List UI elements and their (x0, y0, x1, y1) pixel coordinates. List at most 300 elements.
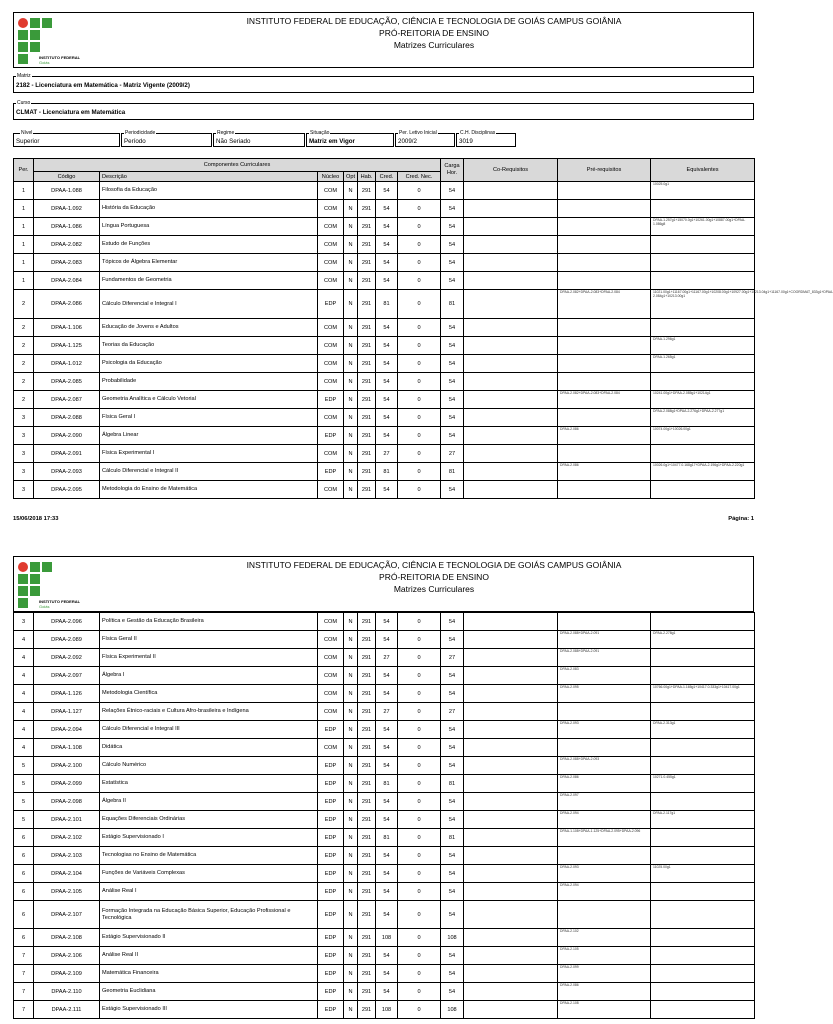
row-period: 7 (14, 983, 34, 1001)
row-equivalents: 10766.00g1+DPAA-1.165g1+10417.0.333g1+10417.00g1 (651, 685, 755, 703)
row-co-requisites (464, 929, 558, 947)
row-period: 3 (14, 463, 34, 481)
table-row (14, 685, 755, 703)
row-optional: N (344, 757, 358, 775)
row-workload: 54 (441, 218, 464, 236)
row-hab: 291 (358, 319, 376, 337)
row-period: 2 (14, 391, 34, 409)
row-credits: 54 (376, 757, 398, 775)
row-credits-needed: 0 (398, 373, 441, 391)
table-row (14, 721, 755, 739)
table-row (14, 811, 755, 829)
row-optional: N (344, 218, 358, 236)
row-description: Álgebra Linear (100, 427, 318, 445)
row-co-requisites (464, 463, 558, 481)
row-co-requisites (464, 1001, 558, 1019)
row-credits: 54 (376, 254, 398, 272)
col-co-requisitos: Co-Requisitos (464, 159, 558, 182)
col-equivalentes: Equivalentes (651, 159, 755, 182)
row-co-requisites (464, 667, 558, 685)
row-code: DPAA-1.108 (34, 739, 100, 757)
logo-subtext: Goiás (39, 60, 50, 65)
row-period: 6 (14, 883, 34, 901)
row-prerequisites: DPAA-2.088+DPAA-2.093 (558, 757, 651, 775)
row-prerequisites (558, 254, 651, 272)
curriculum-table-continued (13, 612, 755, 1019)
table-row (14, 983, 755, 1001)
row-code: DPAA-2.104 (34, 865, 100, 883)
row-description: Cálculo Diferencial e Integral I (100, 290, 318, 319)
row-period: 3 (14, 445, 34, 463)
row-optional: N (344, 200, 358, 218)
row-credits-needed: 0 (398, 236, 441, 254)
row-credits: 54 (376, 667, 398, 685)
regime-label: Regime (217, 130, 235, 136)
logo-square (18, 42, 28, 52)
table-row (14, 829, 755, 847)
row-optional: N (344, 883, 358, 901)
row-optional: N (344, 427, 358, 445)
row-code: DPAA-2.091 (34, 445, 100, 463)
row-period: 5 (14, 775, 34, 793)
row-code: DPAA-2.086 (34, 290, 100, 319)
row-equivalents (651, 649, 755, 667)
row-period: 7 (14, 947, 34, 965)
row-workload: 54 (441, 236, 464, 254)
row-hab: 291 (358, 290, 376, 319)
row-credits: 54 (376, 355, 398, 373)
row-nucleo: EDP (318, 427, 344, 445)
row-period: 5 (14, 757, 34, 775)
row-prerequisites: DPAA-2.094 (558, 811, 651, 829)
table-row (14, 391, 755, 409)
ch-disciplinas-field (456, 130, 516, 147)
row-workload: 81 (441, 290, 464, 319)
row-prerequisites (558, 319, 651, 337)
row-code: DPAA-2.109 (34, 965, 100, 983)
row-credits: 81 (376, 290, 398, 319)
document-header-2 (13, 556, 754, 612)
row-equivalents (651, 613, 755, 631)
row-workload: 54 (441, 793, 464, 811)
row-description: Cálculo Diferencial e Integral II (100, 463, 318, 481)
row-credits-needed: 0 (398, 883, 441, 901)
row-equivalents: DPAA-2.313g1 (651, 721, 755, 739)
row-equivalents (651, 947, 755, 965)
periodicidade-value: Período (124, 138, 146, 145)
row-credits-needed: 0 (398, 337, 441, 355)
row-credits-needed: 0 (398, 272, 441, 290)
row-period: 6 (14, 929, 34, 947)
row-description: Educação de Jovens e Adultos (100, 319, 318, 337)
logo-square (18, 30, 28, 40)
row-nucleo: EDP (318, 865, 344, 883)
curso-value: CLMAT - Licenciatura em Matemática (16, 109, 126, 116)
row-workload: 54 (441, 254, 464, 272)
row-co-requisites (464, 290, 558, 319)
row-credits-needed: 0 (398, 757, 441, 775)
row-equivalents (651, 929, 755, 947)
row-prerequisites: DPAA-2.097 (558, 793, 651, 811)
row-workload: 54 (441, 391, 464, 409)
row-credits-needed: 0 (398, 391, 441, 409)
row-description: Metodologia do Ensino de Matemática (100, 481, 318, 499)
col-nucleo: Núcleo (318, 172, 344, 182)
row-credits: 81 (376, 775, 398, 793)
row-co-requisites (464, 811, 558, 829)
row-code: DPAA-1.012 (34, 355, 100, 373)
row-nucleo: COM (318, 631, 344, 649)
table-row (14, 667, 755, 685)
situacao-label: Situação (310, 130, 330, 136)
row-code: DPAA-1.088 (34, 182, 100, 200)
row-hab: 291 (358, 337, 376, 355)
row-code: DPAA-2.107 (34, 901, 100, 929)
row-code: DPAA-2.087 (34, 391, 100, 409)
row-co-requisites (464, 391, 558, 409)
row-credits: 54 (376, 373, 398, 391)
row-workload: 54 (441, 667, 464, 685)
row-credits: 54 (376, 865, 398, 883)
row-co-requisites (464, 829, 558, 847)
table-row (14, 445, 755, 463)
row-description: Psicologia da Educação (100, 355, 318, 373)
row-credits: 27 (376, 445, 398, 463)
table-row (14, 965, 755, 983)
table-row (14, 409, 755, 427)
row-credits: 54 (376, 793, 398, 811)
row-hab: 291 (358, 685, 376, 703)
row-workload: 54 (441, 182, 464, 200)
row-optional: N (344, 847, 358, 865)
table-row (14, 373, 755, 391)
row-hab: 291 (358, 200, 376, 218)
row-equivalents: 10271.0.455g1 (651, 775, 755, 793)
row-credits: 54 (376, 409, 398, 427)
row-optional: N (344, 631, 358, 649)
department-name: PRÓ-REITORIA DE ENSINO (379, 28, 489, 38)
row-credits: 54 (376, 947, 398, 965)
row-credits-needed: 0 (398, 290, 441, 319)
row-optional: N (344, 929, 358, 947)
row-credits: 54 (376, 811, 398, 829)
row-workload: 54 (441, 319, 464, 337)
row-hab: 291 (358, 811, 376, 829)
row-code: DPAA-2.082 (34, 236, 100, 254)
matriz-label: Matriz (17, 73, 31, 79)
row-description: Política e Gestão da Educação Brasileira (100, 613, 318, 631)
row-optional: N (344, 793, 358, 811)
row-equivalents (651, 883, 755, 901)
row-co-requisites (464, 445, 558, 463)
row-hab: 291 (358, 463, 376, 481)
logo-text: INSTITUTO FEDERAL (39, 599, 81, 604)
row-hab: 291 (358, 613, 376, 631)
row-credits-needed: 0 (398, 739, 441, 757)
col-per: Per. (14, 159, 34, 182)
row-credits-needed: 0 (398, 445, 441, 463)
row-equivalents (651, 373, 755, 391)
row-nucleo: COM (318, 613, 344, 631)
row-workload: 27 (441, 445, 464, 463)
row-nucleo: COM (318, 355, 344, 373)
row-prerequisites (558, 847, 651, 865)
row-description: Estatística (100, 775, 318, 793)
row-credits-needed: 0 (398, 929, 441, 947)
row-optional: N (344, 965, 358, 983)
row-optional: N (344, 775, 358, 793)
row-co-requisites (464, 427, 558, 445)
row-code: DPAA-2.108 (34, 929, 100, 947)
row-code: DPAA-2.105 (34, 883, 100, 901)
row-credits: 54 (376, 685, 398, 703)
row-co-requisites (464, 613, 558, 631)
row-code: DPAA-2.095 (34, 481, 100, 499)
row-workload: 54 (441, 481, 464, 499)
row-period: 4 (14, 739, 34, 757)
row-equivalents (651, 667, 755, 685)
matriz-value: 2182 - Licenciatura em Matemática - Matriz Vigente (2009/2) (16, 82, 190, 89)
row-credits-needed: 0 (398, 667, 441, 685)
row-credits-needed: 0 (398, 409, 441, 427)
institution-logo-2 (17, 561, 97, 611)
row-equivalents: DPAA-2.278g1 (651, 631, 755, 649)
row-credits-needed: 0 (398, 965, 441, 983)
row-co-requisites (464, 631, 558, 649)
row-code: DPAA-2.110 (34, 983, 100, 1001)
row-hab: 291 (358, 829, 376, 847)
row-workload: 54 (441, 947, 464, 965)
row-equivalents (651, 481, 755, 499)
row-code: DPAA-2.088 (34, 409, 100, 427)
table-row (14, 929, 755, 947)
row-hab: 291 (358, 865, 376, 883)
row-credits: 54 (376, 391, 398, 409)
row-credits: 54 (376, 883, 398, 901)
row-code: DPAA-1.126 (34, 685, 100, 703)
row-prerequisites: DPAA-2.086 (558, 463, 651, 481)
row-hab: 291 (358, 631, 376, 649)
row-code: DPAA-2.096 (34, 613, 100, 631)
row-nucleo: EDP (318, 901, 344, 929)
row-equivalents (651, 829, 755, 847)
row-hab: 291 (358, 1001, 376, 1019)
row-period: 3 (14, 481, 34, 499)
row-co-requisites (464, 355, 558, 373)
row-equivalents (651, 965, 755, 983)
regime-value: Não Seriado (216, 138, 251, 145)
periodicidade-field (121, 130, 212, 147)
institution-logo (17, 17, 97, 67)
row-code: DPAA-2.094 (34, 721, 100, 739)
row-description: Tecnologias no Ensino de Matemática (100, 847, 318, 865)
row-co-requisites (464, 983, 558, 1001)
row-optional: N (344, 865, 358, 883)
periodo-letivo-value: 2009/2 (398, 138, 417, 145)
table-row (14, 218, 755, 236)
row-optional: N (344, 829, 358, 847)
table-row (14, 649, 755, 667)
row-period: 4 (14, 685, 34, 703)
row-credits: 54 (376, 901, 398, 929)
row-co-requisites (464, 865, 558, 883)
row-period: 1 (14, 182, 34, 200)
row-prerequisites: DPAA-2.093 (558, 865, 651, 883)
row-credits: 54 (376, 218, 398, 236)
row-description: Tópicos de Álgebra Elementar (100, 254, 318, 272)
row-period: 4 (14, 721, 34, 739)
row-nucleo: COM (318, 409, 344, 427)
row-code: DPAA-2.106 (34, 947, 100, 965)
row-credits-needed: 0 (398, 721, 441, 739)
row-credits-needed: 0 (398, 355, 441, 373)
row-code: DPAA-1.106 (34, 319, 100, 337)
table-row (14, 775, 755, 793)
row-co-requisites (464, 218, 558, 236)
curso-label: Curso (17, 100, 31, 106)
row-code: DPAA-2.103 (34, 847, 100, 865)
table-row (14, 427, 755, 445)
logo-square (30, 586, 40, 596)
row-code: DPAA-2.100 (34, 757, 100, 775)
row-prerequisites: DPAA-2.082+DPAA-2.083+DPAA-2.084 (558, 290, 651, 319)
col-cred-nec: Cred. Nec. (398, 172, 441, 182)
row-period: 2 (14, 355, 34, 373)
row-co-requisites (464, 793, 558, 811)
row-credits: 54 (376, 337, 398, 355)
row-code: DPAA-1.125 (34, 337, 100, 355)
row-credits-needed: 0 (398, 427, 441, 445)
row-description: Geometria Euclidiana (100, 983, 318, 1001)
row-hab: 291 (358, 757, 376, 775)
row-code: DPAA-2.102 (34, 829, 100, 847)
row-nucleo: EDP (318, 290, 344, 319)
row-nucleo: COM (318, 373, 344, 391)
row-prerequisites: DPAA-2.095 (558, 685, 651, 703)
row-prerequisites: DPAA-2.094 (558, 883, 651, 901)
row-optional: N (344, 337, 358, 355)
row-period: 1 (14, 236, 34, 254)
row-nucleo: EDP (318, 1001, 344, 1019)
row-hab: 291 (358, 775, 376, 793)
row-hab: 291 (358, 409, 376, 427)
row-credits-needed: 0 (398, 182, 441, 200)
row-period: 7 (14, 965, 34, 983)
row-nucleo: EDP (318, 847, 344, 865)
row-code: DPAA-2.093 (34, 463, 100, 481)
row-code: DPAA-2.085 (34, 373, 100, 391)
row-equivalents: 10026.0g1+10477.0.168g17+DPAA-2.196g1+DPAA-2.220g1 (651, 463, 755, 481)
row-nucleo: COM (318, 200, 344, 218)
row-credits: 54 (376, 427, 398, 445)
ch-disciplinas-label: C.H. Disciplinas (460, 130, 496, 136)
row-co-requisites (464, 200, 558, 218)
row-period: 1 (14, 272, 34, 290)
row-equivalents: DPAA-2.088g1+DPAA-2.276g1+DPAA-2.277g1 (651, 409, 755, 427)
row-optional: N (344, 319, 358, 337)
row-nucleo: COM (318, 703, 344, 721)
row-credits-needed: 0 (398, 613, 441, 631)
row-optional: N (344, 947, 358, 965)
document-title: Matrizes Curriculares (393, 40, 475, 50)
row-credits-needed: 0 (398, 829, 441, 847)
row-optional: N (344, 445, 358, 463)
row-equivalents (651, 983, 755, 1001)
row-hab: 291 (358, 929, 376, 947)
row-optional: N (344, 901, 358, 929)
row-prerequisites (558, 613, 651, 631)
row-nucleo: COM (318, 319, 344, 337)
row-credits: 54 (376, 613, 398, 631)
nivel-label: Nível (21, 130, 33, 136)
row-workload: 54 (441, 965, 464, 983)
row-prerequisites (558, 481, 651, 499)
row-nucleo: COM (318, 649, 344, 667)
row-description: Análise Real I (100, 883, 318, 901)
row-co-requisites (464, 272, 558, 290)
row-credits-needed: 0 (398, 865, 441, 883)
row-equivalents (651, 739, 755, 757)
row-co-requisites (464, 481, 558, 499)
row-workload: 27 (441, 649, 464, 667)
row-description: Álgebra II (100, 793, 318, 811)
row-optional: N (344, 667, 358, 685)
row-optional: N (344, 649, 358, 667)
row-nucleo: COM (318, 667, 344, 685)
table-row (14, 703, 755, 721)
row-equivalents: 10074.00g1+10026.00g1 (651, 427, 755, 445)
row-optional: N (344, 721, 358, 739)
row-nucleo: EDP (318, 463, 344, 481)
row-hab: 291 (358, 947, 376, 965)
row-hab: 291 (358, 355, 376, 373)
row-credits-needed: 0 (398, 200, 441, 218)
row-description: Metodologia Científica (100, 685, 318, 703)
row-period: 5 (14, 811, 34, 829)
row-hab: 291 (358, 236, 376, 254)
row-code: DPAA-2.083 (34, 254, 100, 272)
row-prerequisites: DPAA-2.083 (558, 667, 651, 685)
row-optional: N (344, 703, 358, 721)
row-hab: 291 (358, 703, 376, 721)
row-nucleo: EDP (318, 929, 344, 947)
row-prerequisites (558, 355, 651, 373)
row-co-requisites (464, 757, 558, 775)
logo-square (18, 574, 28, 584)
row-period: 2 (14, 337, 34, 355)
curriculum-table (13, 158, 833, 499)
table-row (14, 481, 755, 499)
row-credits-needed: 0 (398, 319, 441, 337)
row-credits: 54 (376, 721, 398, 739)
row-code: DPAA-2.092 (34, 649, 100, 667)
row-description: Física Geral I (100, 409, 318, 427)
logo-red-dot (18, 562, 28, 572)
row-workload: 54 (441, 409, 464, 427)
table-row (14, 947, 755, 965)
row-equivalents (651, 200, 755, 218)
print-timestamp: 15/06/2018 17:33 (13, 516, 59, 522)
row-workload: 54 (441, 983, 464, 1001)
row-credits-needed: 0 (398, 901, 441, 929)
row-nucleo: EDP (318, 775, 344, 793)
table-row (14, 631, 755, 649)
row-description: Cálculo Numérico (100, 757, 318, 775)
row-credits: 81 (376, 829, 398, 847)
row-hab: 291 (358, 445, 376, 463)
row-co-requisites (464, 721, 558, 739)
row-nucleo: EDP (318, 829, 344, 847)
